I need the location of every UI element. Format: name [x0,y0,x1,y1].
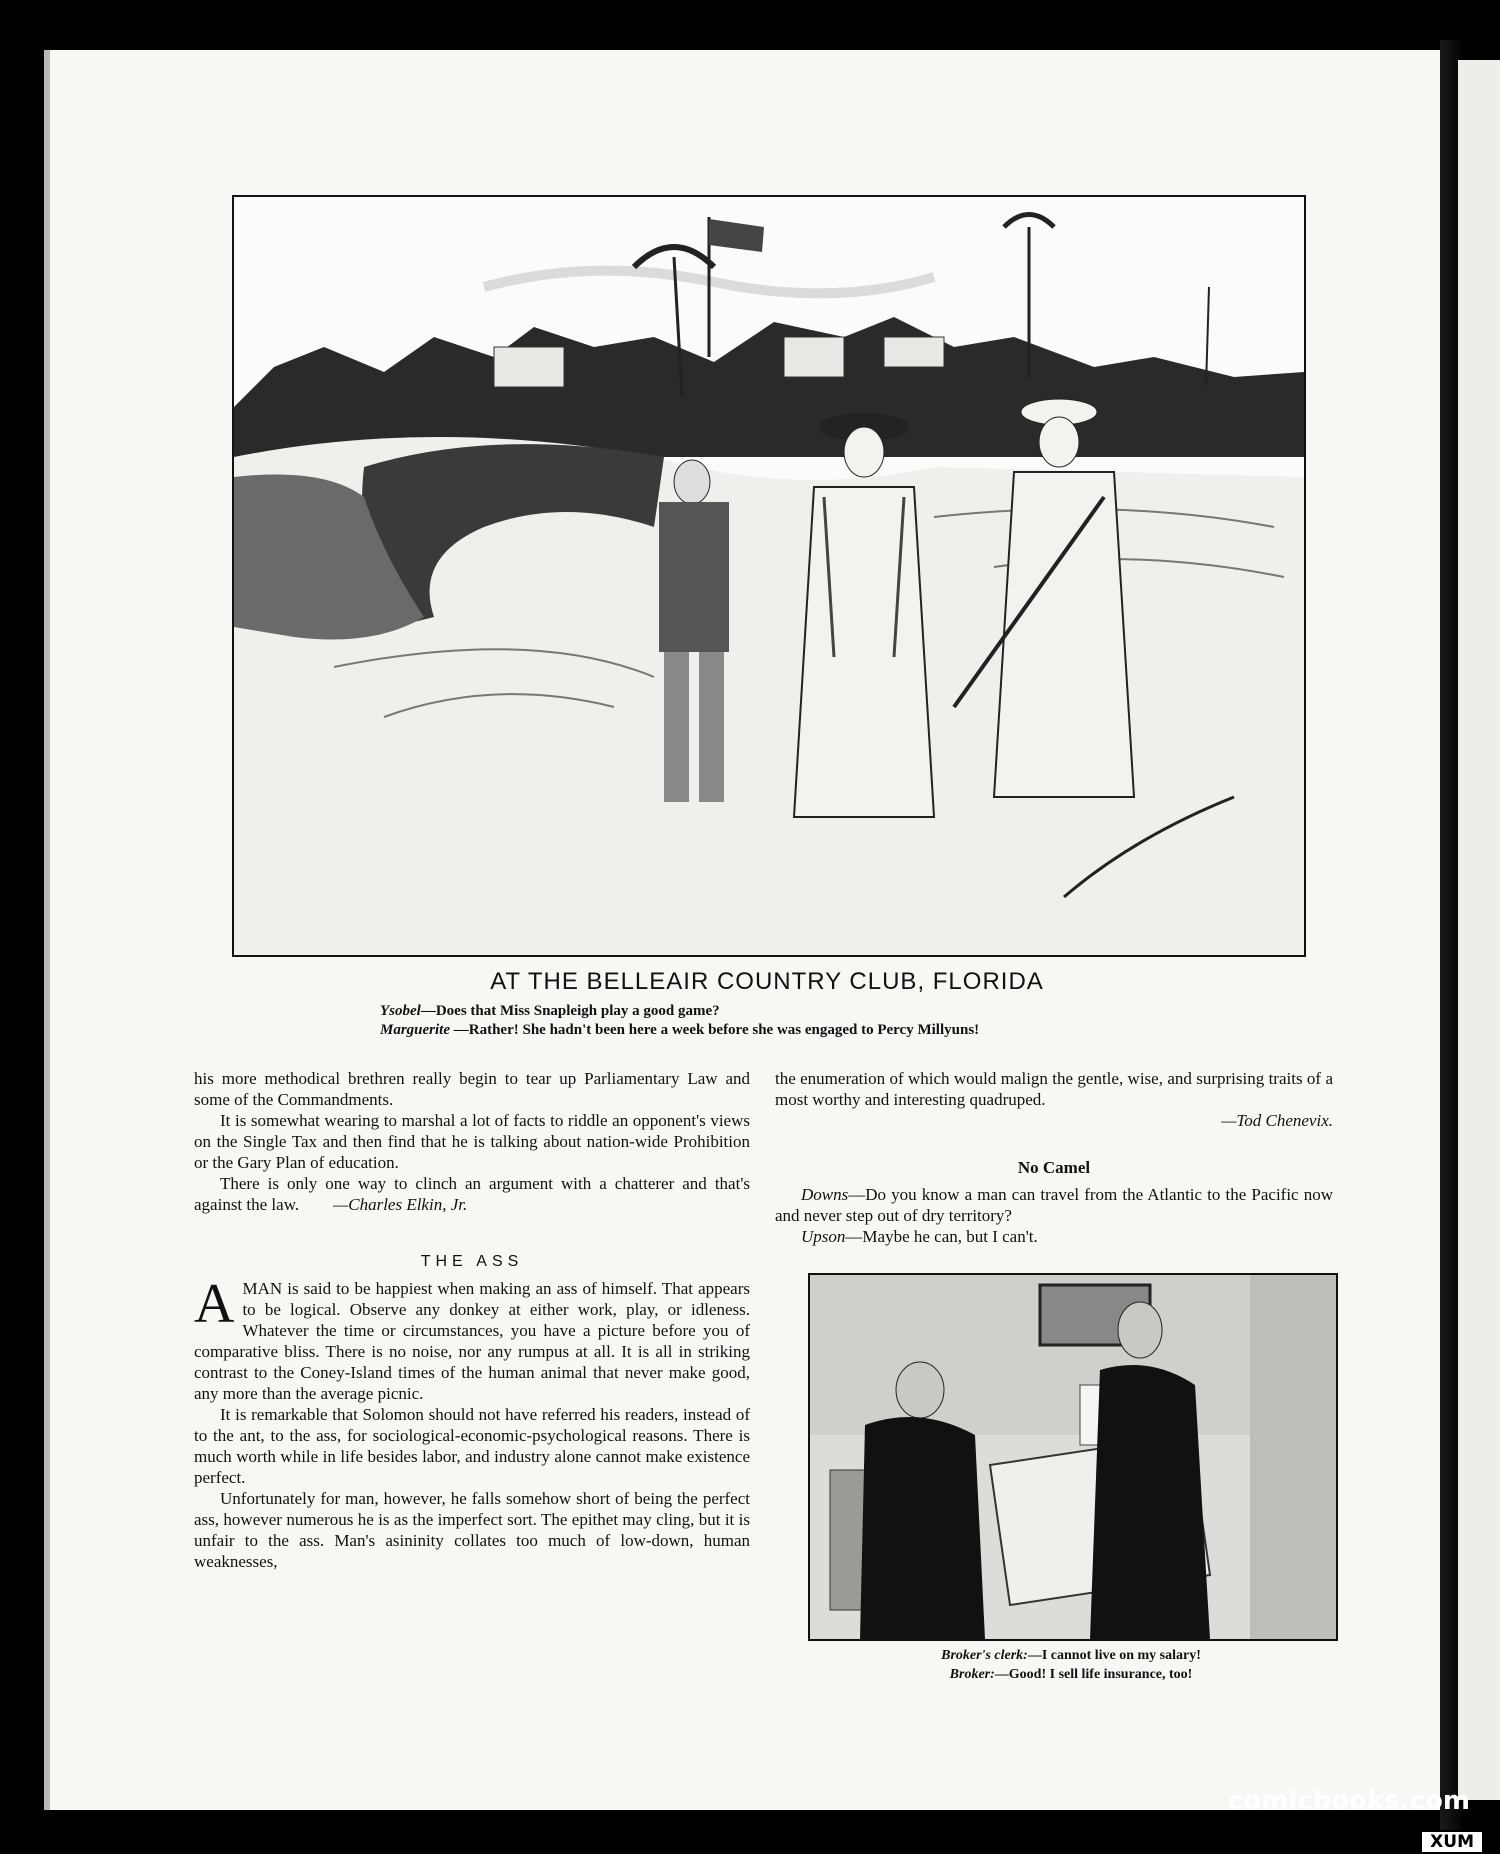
paragraph-text: —Do you know a man can travel from the Atlantic to the Pacific now and never step out of dry territory? [775,1185,1333,1225]
paragraph: It is remarkable that Solomon should not have referred his readers, instead of to the ant, to the ass, for sociological-economic-psychological reasons. There is much worth while in life besides labor, and industry alone cannot make existence perfect. [194,1405,750,1487]
watermark-text: comicbooks.com [1227,1786,1470,1816]
section-heading-the-ass: THE ASS [420,1253,524,1270]
caption-speaker-ysobel: Ysobel [380,1003,421,1019]
caption-line-ysobel: —Does that Miss Snapleigh play a good game? [420,1003,720,1019]
paragraph-text: There is only one way to clinch an argument with a chatterer and that's against the law. [194,1174,750,1214]
scanner-tag: XUM [1422,1832,1482,1852]
next-page-edge [1458,60,1500,1800]
caption-speaker-clerk: Broker's clerk: [941,1648,1028,1663]
caption-speaker-marguerite: Marguerite [380,1022,451,1038]
speaker-downs: Downs [801,1185,849,1204]
right-column [775,1068,1333,1247]
signature-tod-chenevix: —Tod Chenevix. [1221,1111,1333,1130]
cartoon-caption [808,1646,1334,1684]
broker-office-illustration [808,1273,1338,1641]
paragraph [775,1226,1333,1247]
paragraph: his more methodical brethren really begin to tear up Parliamentary Law and some of the Commandments. [194,1069,750,1109]
paragraph [775,1184,1333,1226]
paragraph: Unfortunately for man, however, he falls somehow short of being the perfect ass, however numerous he is as the imperfect sort. The epithet may cling, but it is unfair to the ass. Man's asininity collates too much of low-down, human weaknesses, [194,1489,750,1571]
drop-cap: A [194,1273,235,1335]
left-column [194,1068,750,1572]
paragraph [194,1173,750,1215]
caption-line-marguerite: —Rather! She hadn't been here a week before she was engaged to Percy Millyuns! [450,1022,980,1038]
section-heading-no-camel: No Camel [1017,1158,1091,1177]
paragraph [194,1273,750,1404]
main-caption-title: AT THE BELLEAIR COUNTRY CLUB, FLORIDA [490,968,1044,995]
speaker-upson: Upson [801,1227,846,1246]
caption-line-broker: —Good! I sell life insurance, too! [994,1667,1193,1682]
main-caption-dialogue [380,1002,1280,1040]
caption-speaker-broker: Broker: [949,1667,995,1682]
paragraph: the enumeration of which would malign the gentle, wise, and surprising traits of a most worthy and interesting quadruped. [775,1069,1333,1109]
golf-club-illustration [232,195,1306,957]
paragraph-text: MAN is said to be happiest when making an ass of himself. That appears to be logical. Observe any donkey at either work, play, or idleness. Whatever the time or circumstances, you have a picture before you of comparative bliss. There is no noise, nor any rumpus at all. It is all in striking contrast to the Coney-Island times of the human animal that never make good, any more than the average picnic. [194,1279,750,1403]
signature-charles-elkin: —Charles Elkin, Jr. [333,1195,468,1214]
paragraph-text: —Maybe he can, but I can't. [845,1227,1038,1246]
paragraph: It is somewhat wearing to marshal a lot of facts to riddle an opponent's views on the Single Tax and then find that he is talking about nation-wide Prohibition or the Gary Plan of education. [194,1111,750,1172]
caption-line-clerk: —I cannot live on my salary! [1027,1648,1201,1663]
